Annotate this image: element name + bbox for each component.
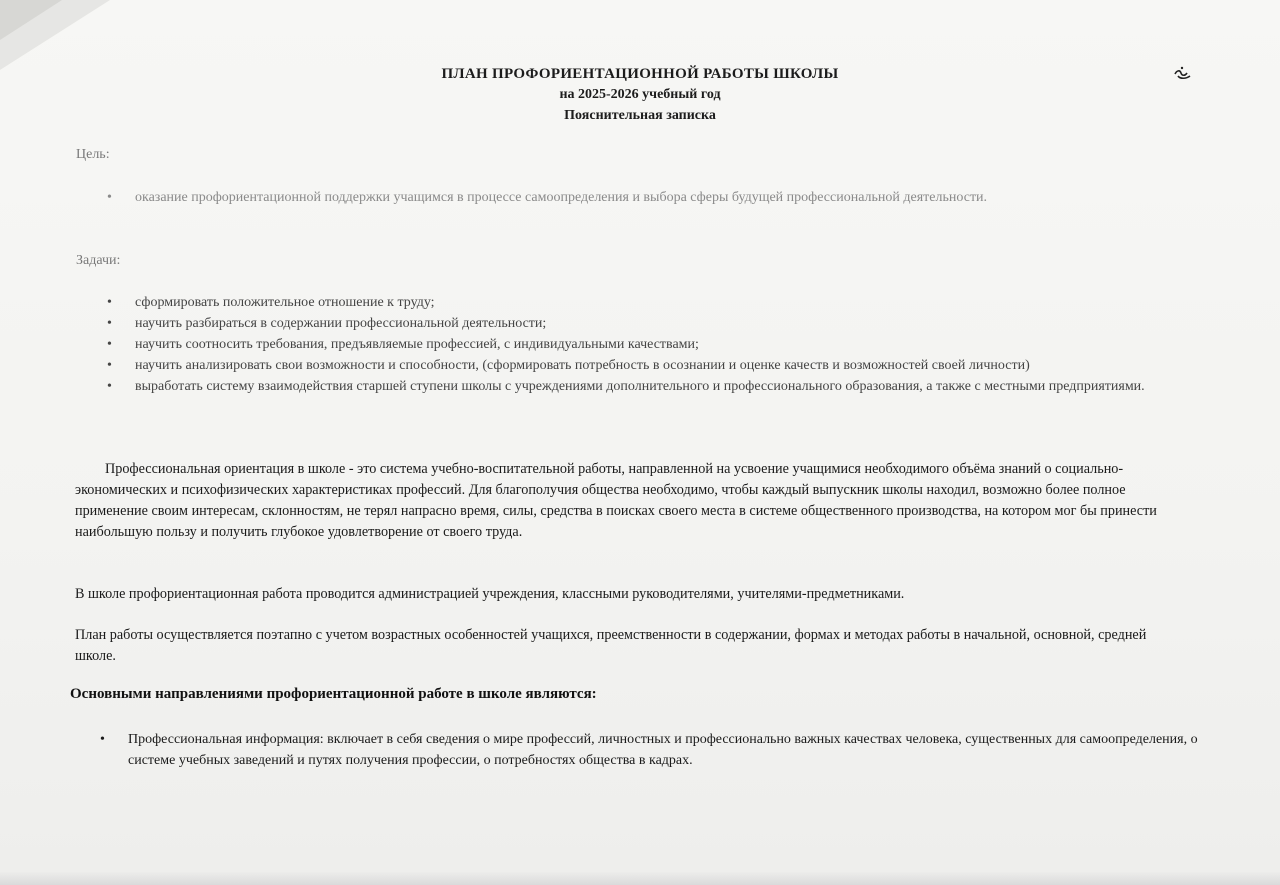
document-year: на 2025-2026 учебный год: [559, 87, 721, 102]
directions-heading: Основными направлениями профориентационной работе в школе являются:: [70, 686, 597, 702]
list-item: [107, 293, 1207, 313]
document-title: ПЛАН ПРОФОРИЕНТАЦИОННОЙ РАБОТЫ ШКОЛЫ: [441, 66, 839, 82]
page-corner-shadow: [0, 0, 62, 40]
goal-list: [107, 188, 1167, 208]
goal-label: Цель:: [76, 147, 110, 162]
tasks-label: Задачи:: [76, 253, 121, 268]
direction-item-text: Профессиональная информация: включает в себя сведения о мире профессий, личностных и профессионально важных качествах человека, существенных для самоопределения, о системе учебных заведений и путях получения профессии, о потребностях общества в кадрах.: [128, 732, 1198, 768]
list-item: [107, 377, 1207, 397]
task-item-text: научить разбираться в содержании профессиональной деятельности;: [135, 316, 547, 331]
intro-paragraph: Профессиональная ориентация в школе - это система учебно-воспитательной работы, направленной на усвоение учащимися необходимого объёма знаний о социально-экономических и психофизических характеристиках профессий. Для благополучия общества необходимо, чтобы каждый выпускник школы находил, возможно более полное применение своим интересам, склонностям, не терял напрасно время, силы, средства в поисках своего места в системе общественного производства, на котором мог бы принести наибольшую пользу и получить глубокое удовлетворение от своего труда.: [75, 461, 1157, 540]
list-item: [100, 729, 1200, 771]
document-header: [0, 64, 1280, 126]
bullet-icon: •: [107, 316, 112, 331]
tasks-list: [107, 293, 1207, 397]
bullet-icon: •: [107, 379, 112, 394]
bullet-icon: •: [100, 732, 105, 747]
list-item: [107, 314, 1207, 334]
bullet-icon: •: [107, 358, 112, 373]
plan-paragraph: План работы осуществляется поэтапно с учетом возрастных особенностей учащихся, преемственности в содержании, формах и методах работы в начальной, основной, средней школе.: [75, 627, 1147, 664]
task-item-text: сформировать положительное отношение к труду;: [135, 295, 435, 310]
task-item-text: научить анализировать свои возможности и способности, (сформировать потребность в осознании и оценке качеств и возможностей своей личности): [135, 358, 1030, 373]
directions-list: [100, 729, 1200, 771]
bullet-icon: •: [107, 295, 112, 310]
list-item: [107, 356, 1207, 376]
bullet-icon: •: [107, 337, 112, 352]
page-bottom-edge: [0, 871, 1280, 885]
staff-paragraph: В школе профориентационная работа проводится администрацией учреждения, классными руководителями, учителями-предметниками.: [75, 586, 905, 602]
goal-item-text: оказание профориентационной поддержки учащимся в процессе самоопределения и выбора сферы будущей профессиональной деятельности.: [135, 190, 988, 205]
bullet-icon: •: [107, 190, 112, 205]
list-item: [107, 335, 1207, 355]
task-item-text: научить соотносить требования, предъявляемые профессией, с индивидуальными качествами;: [135, 337, 699, 352]
document-note-title: Пояснительная записка: [564, 108, 716, 123]
task-item-text: выработать систему взаимодействия старшей ступени школы с учреждениями дополнительного и профессионального образования, а также с местными предприятиями.: [135, 379, 1145, 394]
list-item: [107, 188, 1167, 208]
